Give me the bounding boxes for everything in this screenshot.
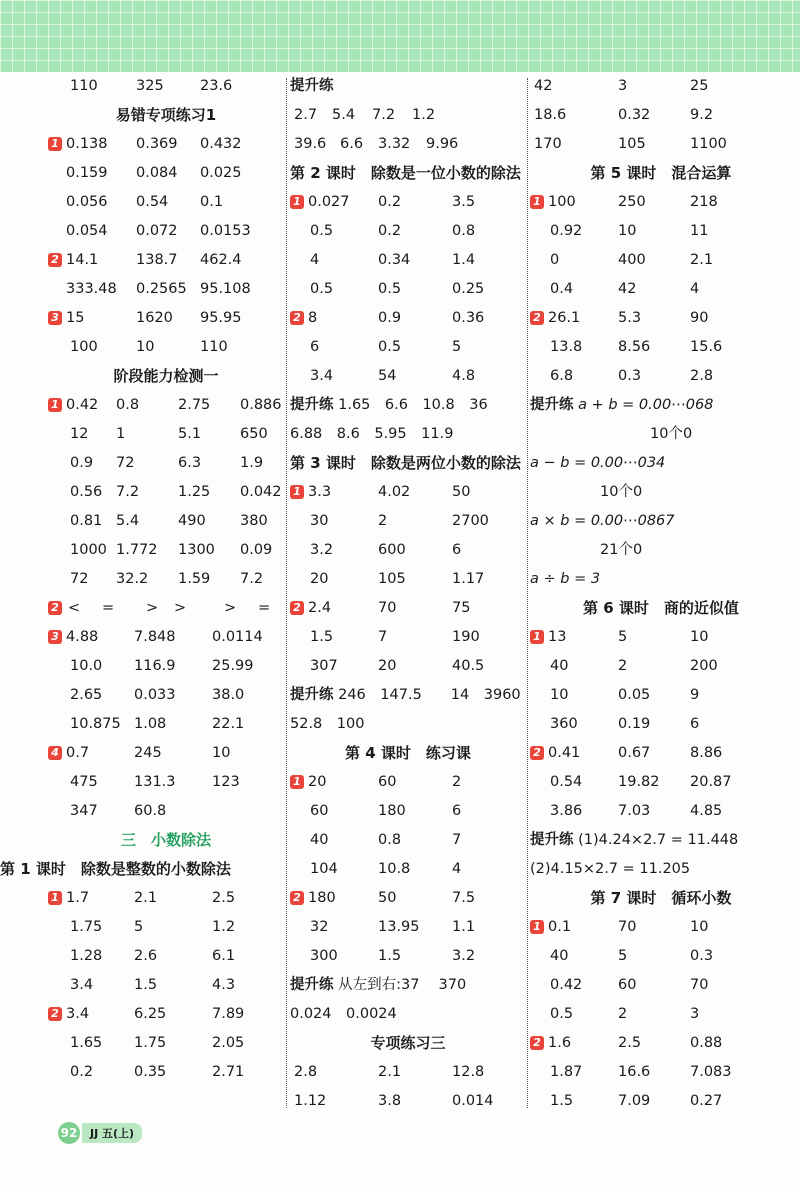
question-number-badge: 2 xyxy=(48,601,62,615)
grade-tag: JJ 五(上) xyxy=(82,1123,142,1143)
answer-row: 0.9 72 6.3 1.9 xyxy=(70,455,264,471)
answer-row: 1.28 2.6 6.1 xyxy=(70,948,236,964)
answer-row: 1 1.7 2.1 2.5 xyxy=(48,884,284,913)
answer-row: 18.6 0.32 9.2 xyxy=(534,107,714,123)
answer-row: 1 13 5 10 xyxy=(530,623,792,652)
answer-row: 333.48 0.2565 95.108 xyxy=(66,281,251,297)
question-number-badge: 2 xyxy=(290,311,304,325)
answer-row: 40 0.8 7 xyxy=(310,832,462,848)
header-band xyxy=(0,0,800,72)
answer-row: 1000 1.772 1300 0.09 xyxy=(70,542,273,558)
question-number-badge: 1 xyxy=(290,485,304,499)
answer-row: 170 105 1100 xyxy=(534,136,727,152)
answer-row: 6 0.5 5 xyxy=(310,339,462,355)
question-number-badge: 2 xyxy=(48,253,62,267)
answer-row: 104 10.8 4 xyxy=(310,861,462,877)
question-number-badge: 2 xyxy=(530,1036,544,1050)
answer-row: 1 0.138 0.369 0.432 xyxy=(48,130,284,159)
answer-row: 2 1.6 2.5 0.88 xyxy=(530,1029,792,1058)
answer-row: 10.875 1.08 22.1 xyxy=(70,716,245,732)
question-number-badge: 1 xyxy=(48,398,62,412)
unit-heading: 三 小数除法 xyxy=(120,831,211,849)
answer-row: 13.8 8.56 15.6 xyxy=(550,339,723,355)
answer-row: 3 4.88 7.848 0.0114 xyxy=(48,623,284,652)
answer-row: 1 20 60 2 xyxy=(290,768,526,797)
answer-row: 0.92 10 11 xyxy=(550,223,709,239)
answer-row: 110 325 23.6 xyxy=(70,78,233,94)
formula-note: 10个0 xyxy=(600,484,643,500)
answer-row: 40 5 0.3 xyxy=(550,948,714,964)
answer-row: 475 131.3 123 xyxy=(70,774,240,790)
section-heading: 专项练习三 xyxy=(370,1034,446,1052)
answer-row: 0 400 2.1 xyxy=(550,252,714,268)
answer-row: 1.5 7.09 0.27 xyxy=(550,1093,723,1109)
improve-line: 提升练 从左到右:37 370 xyxy=(290,977,467,993)
answer-row: 0.4 42 4 xyxy=(550,281,700,297)
question-number-badge: 2 xyxy=(530,746,544,760)
improve-label: 提升练 xyxy=(290,78,334,94)
answer-row: 1 100 250 218 xyxy=(530,188,792,217)
answer-row: 2.8 2.1 12.8 xyxy=(294,1064,485,1080)
answer-row: 300 1.5 3.2 xyxy=(310,948,476,964)
lesson-heading: 第 5 课时 混合运算 xyxy=(590,164,732,182)
question-number-badge: 1 xyxy=(530,630,544,644)
answer-row: 100 10 110 xyxy=(70,339,228,355)
formula-line: a − b = 0.00⋯034 xyxy=(530,455,666,471)
answer-row: 360 0.19 6 xyxy=(550,716,700,732)
answer-row: 72 32.2 1.59 7.2 xyxy=(70,571,264,587)
column-divider xyxy=(527,78,528,1108)
improve-line: 52.8 100 xyxy=(290,716,365,732)
answer-column-2 xyxy=(290,72,526,1116)
answer-row: 2 < = > > > = xyxy=(48,594,284,623)
answer-row: 39.6 6.6 3.32 9.96 xyxy=(294,136,459,152)
section-heading: 阶段能力检测一 xyxy=(113,367,219,385)
answer-row: 20 105 1.17 xyxy=(310,571,485,587)
question-number-badge: 2 xyxy=(290,891,304,905)
answer-row: 10 0.05 9 xyxy=(550,687,700,703)
answer-row: 3 15 1620 95.95 xyxy=(48,304,284,333)
answer-row: 40 2 200 xyxy=(550,658,718,674)
improve-line: 提升练 246 147.5 14 3960 xyxy=(290,687,521,703)
answer-row: 2 0.41 0.67 8.86 xyxy=(530,739,792,768)
question-number-badge: 1 xyxy=(530,920,544,934)
section-heading: 易错专项练习1 xyxy=(115,106,217,124)
answer-row: 0.42 60 70 xyxy=(550,977,709,993)
answer-row: 1 0.1 70 10 xyxy=(530,913,792,942)
lesson-heading: 第 2 课时 除数是一位小数的除法 xyxy=(290,164,521,182)
question-number-badge: 3 xyxy=(48,311,62,325)
answer-row: 0.56 7.2 1.25 0.042 xyxy=(70,484,282,500)
answer-row: 1.5 7 190 xyxy=(310,629,480,645)
question-number-badge: 4 xyxy=(48,746,62,760)
question-number-badge: 1 xyxy=(530,195,544,209)
answer-row: 42 3 25 xyxy=(534,78,709,94)
question-number-badge: 2 xyxy=(290,601,304,615)
formula-note: 10个0 xyxy=(650,426,693,442)
answer-row: 1 0.027 0.2 3.5 xyxy=(290,188,526,217)
formula-line: 提升练 a + b = 0.00⋯068 xyxy=(530,397,714,413)
answer-row: 2 14.1 138.7 462.4 xyxy=(48,246,284,275)
answer-row: 4 0.7 245 10 xyxy=(48,739,284,768)
answer-row: 1 3.3 4.02 50 xyxy=(290,478,526,507)
improve-line: 6.88 8.6 5.95 11.9 xyxy=(290,426,454,442)
question-number-badge: 3 xyxy=(48,630,62,644)
answer-row: 0.054 0.072 0.0153 xyxy=(66,223,251,239)
answer-row: 3.86 7.03 4.85 xyxy=(550,803,723,819)
answer-column-1 xyxy=(0,72,284,1087)
question-number-badge: 2 xyxy=(530,311,544,325)
improve-line: 提升练 1.65 6.6 10.8 36 xyxy=(290,397,488,413)
answer-row: 2 26.1 5.3 90 xyxy=(530,304,792,333)
lesson-heading: 第 4 课时 练习课 xyxy=(345,744,471,762)
answer-row: 0.159 0.084 0.025 xyxy=(66,165,242,181)
lesson-heading: 第 6 课时 商的近似值 xyxy=(583,599,739,617)
answer-row: 12 1 5.1 650 xyxy=(70,426,268,442)
question-number-badge: 1 xyxy=(48,891,62,905)
answer-row: 3.2 600 6 xyxy=(310,542,462,558)
improve-line: 0.024 0.0024 xyxy=(290,1006,397,1022)
question-number-badge: 1 xyxy=(48,137,62,151)
answer-row: 1.65 1.75 2.05 xyxy=(70,1035,245,1051)
question-number-badge: 1 xyxy=(290,775,304,789)
answer-row: 1.12 3.8 0.014 xyxy=(294,1093,494,1109)
answer-column-3 xyxy=(530,72,792,1116)
improve-line: 提升练 (1)4.24×2.7 = 11.448 xyxy=(530,832,739,848)
answer-row: 0.5 2 3 xyxy=(550,1006,700,1022)
page-footer xyxy=(58,1122,142,1144)
answer-row: 32 13.95 1.1 xyxy=(310,919,476,935)
answer-row: 0.54 19.82 20.87 xyxy=(550,774,732,790)
question-number-badge: 2 xyxy=(48,1007,62,1021)
answer-row: 1.75 5 1.2 xyxy=(70,919,236,935)
answer-row: 4 0.34 1.4 xyxy=(310,252,476,268)
lesson-heading: 第 3 课时 除数是两位小数的除法 xyxy=(290,454,521,472)
page-number: 92 xyxy=(58,1122,80,1144)
answer-row: 2.65 0.033 38.0 xyxy=(70,687,245,703)
answer-row: 2 2.4 70 75 xyxy=(290,594,526,623)
answer-row: 0.5 0.2 0.8 xyxy=(310,223,476,239)
formula-line: a ÷ b = 3 xyxy=(530,571,601,587)
improve-line: (2)4.15×2.7 = 11.205 xyxy=(530,861,691,877)
answer-row: 347 60.8 xyxy=(70,803,167,819)
formula-line: a × b = 0.00⋯0867 xyxy=(530,513,675,529)
answer-row: 1 0.42 0.8 2.75 0.886 xyxy=(48,391,284,420)
answer-row: 0.5 0.5 0.25 xyxy=(310,281,485,297)
answer-row: 0.056 0.54 0.1 xyxy=(66,194,224,210)
answer-row: 30 2 2700 xyxy=(310,513,489,529)
answer-row: 1.87 16.6 7.083 xyxy=(550,1064,732,1080)
answer-row: 3.4 54 4.8 xyxy=(310,368,476,384)
question-number-badge: 1 xyxy=(290,195,304,209)
answer-row: 6.8 0.3 2.8 xyxy=(550,368,714,384)
answer-row: 2.7 5.4 7.2 1.2 xyxy=(294,107,436,123)
formula-note: 21个0 xyxy=(600,542,643,558)
answer-row: 2 8 0.9 0.36 xyxy=(290,304,526,333)
answer-row: 10.0 116.9 25.99 xyxy=(70,658,254,674)
lesson-heading: 第 1 课时 除数是整数的小数除法 xyxy=(0,860,231,878)
answer-row: 2 180 50 7.5 xyxy=(290,884,526,913)
answer-row: 2 3.4 6.25 7.89 xyxy=(48,1000,284,1029)
answer-row: 307 20 40.5 xyxy=(310,658,485,674)
lesson-heading: 第 7 课时 循环小数 xyxy=(590,889,732,907)
column-divider xyxy=(286,78,287,1108)
answer-row: 60 180 6 xyxy=(310,803,462,819)
answer-row: 0.2 0.35 2.71 xyxy=(70,1064,245,1080)
answer-row: 3.4 1.5 4.3 xyxy=(70,977,236,993)
answer-row: 0.81 5.4 490 380 xyxy=(70,513,268,529)
